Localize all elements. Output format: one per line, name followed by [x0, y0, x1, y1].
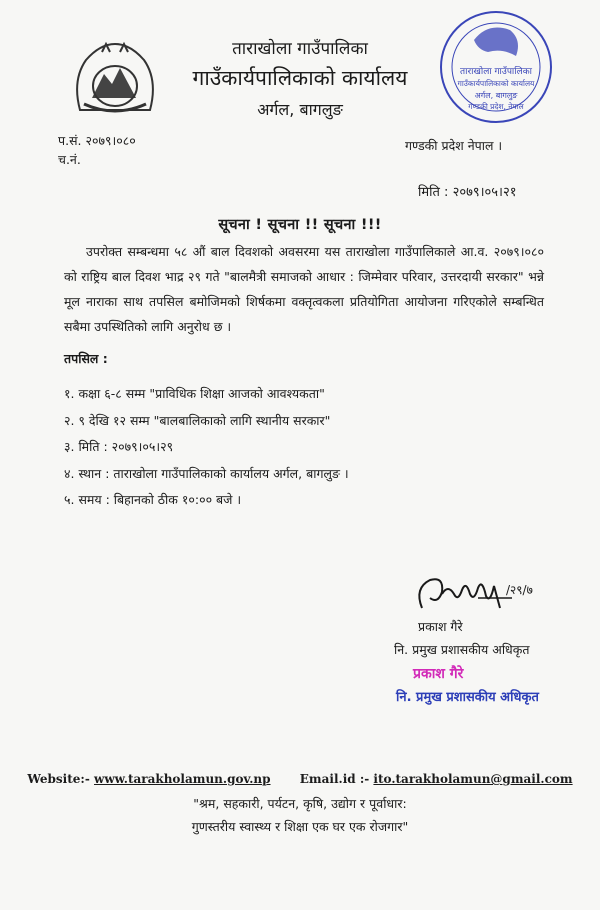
- signatory-name: प्रकाश गैरे: [418, 619, 463, 634]
- dispatch-number: च.नं.: [58, 152, 81, 167]
- province-label: गण्डकी प्रदेश नेपाल ।: [405, 138, 503, 153]
- footer-slogan-line1: "श्रम, सहकारी, पर्यटन, कृषि, उद्योग र पूर्वाधार:: [193, 796, 407, 811]
- website-link[interactable]: www.tarakholamun.gov.np: [94, 772, 271, 786]
- seal-text-mid: गाउँकार्यपालिकाको कार्यालय: [457, 79, 535, 88]
- footer-slogan-line2: गुणस्तरीय स्वास्थ्य र शिक्षा एक घर एक रोजगार": [191, 819, 409, 834]
- svg-text:/२९/७: /२९/७: [506, 583, 533, 597]
- list-item: ५. समय : बिहानको ठीक १०:०० बजे ।: [64, 492, 242, 507]
- website-label: Website:-: [27, 772, 90, 786]
- signatory-designation: नि. प्रमुख प्रशासकीय अधिकृत: [394, 642, 530, 657]
- handwritten-signature: [408, 568, 548, 620]
- list-item: २. ९ देखि १२ सम्म "बालबालिकाको लागि स्थानीय सरकार": [64, 413, 331, 428]
- seal-text-top: ताराखोला गाउँपालिका: [460, 67, 532, 77]
- seal-text-bottom: अर्गल, बागलुङ: [474, 91, 518, 100]
- notice-body: उपरोक्त सम्बन्धमा ५८ औं बाल दिवशको अवसरमा यस ताराखोला गाउँपालिकाले आ.व. २०७९।०८० को राष्ट्रिय बाल दिवश भाद्र २९ गते "बालमैत्री समाजको आधार : जिम्मेवार परिवार, उत्तरदायी सरकार" भन्ने मूल नाराका साथ तपसिल बमोजिमको शिर्षकमा वक्तृत्वकला प्रतियोगिता आयोजना गरिएकोले सम्बन्धित सबैमा उपस्थितिको लागि अनुरोध छ ।: [64, 244, 544, 334]
- office-name: गाउँकार्यपालिकाको कार्यालय: [192, 66, 408, 90]
- email-label: Email.id :-: [299, 772, 370, 786]
- notice-title: सूचना ! सूचना !! सूचना !!!: [218, 217, 382, 233]
- list-item: ४. स्थान : ताराखोला गाउँपालिकाको कार्यालय अर्गल, बागलुङ ।: [64, 466, 349, 481]
- municipality-name: ताराखोला गाउँपालिका: [232, 39, 368, 59]
- footer-contact: [0, 772, 600, 786]
- office-address: अर्गल, बागलुङ: [257, 100, 343, 119]
- stamp-name: प्रकाश गैरे: [413, 666, 464, 682]
- details-heading: तपसिल :: [64, 351, 108, 366]
- reference-number: प.सं. २०७९।०८०: [58, 133, 136, 148]
- seal-text-last: गण्डकी प्रदेश, नेपाल: [468, 102, 524, 111]
- list-item: ३. मिति : २०७९।०५।२९: [64, 439, 174, 454]
- list-item: १. कक्षा ६-८ सम्म "प्राविधिक शिक्षा आजको आवश्यकता": [64, 386, 325, 401]
- notice-date: मिति : २०७९।०५।२१: [418, 185, 517, 200]
- stamp-designation: नि. प्रमुख प्रशासकीय अधिकृत: [396, 690, 539, 705]
- email-link[interactable]: ito.tarakholamun@gmail.com: [373, 772, 573, 786]
